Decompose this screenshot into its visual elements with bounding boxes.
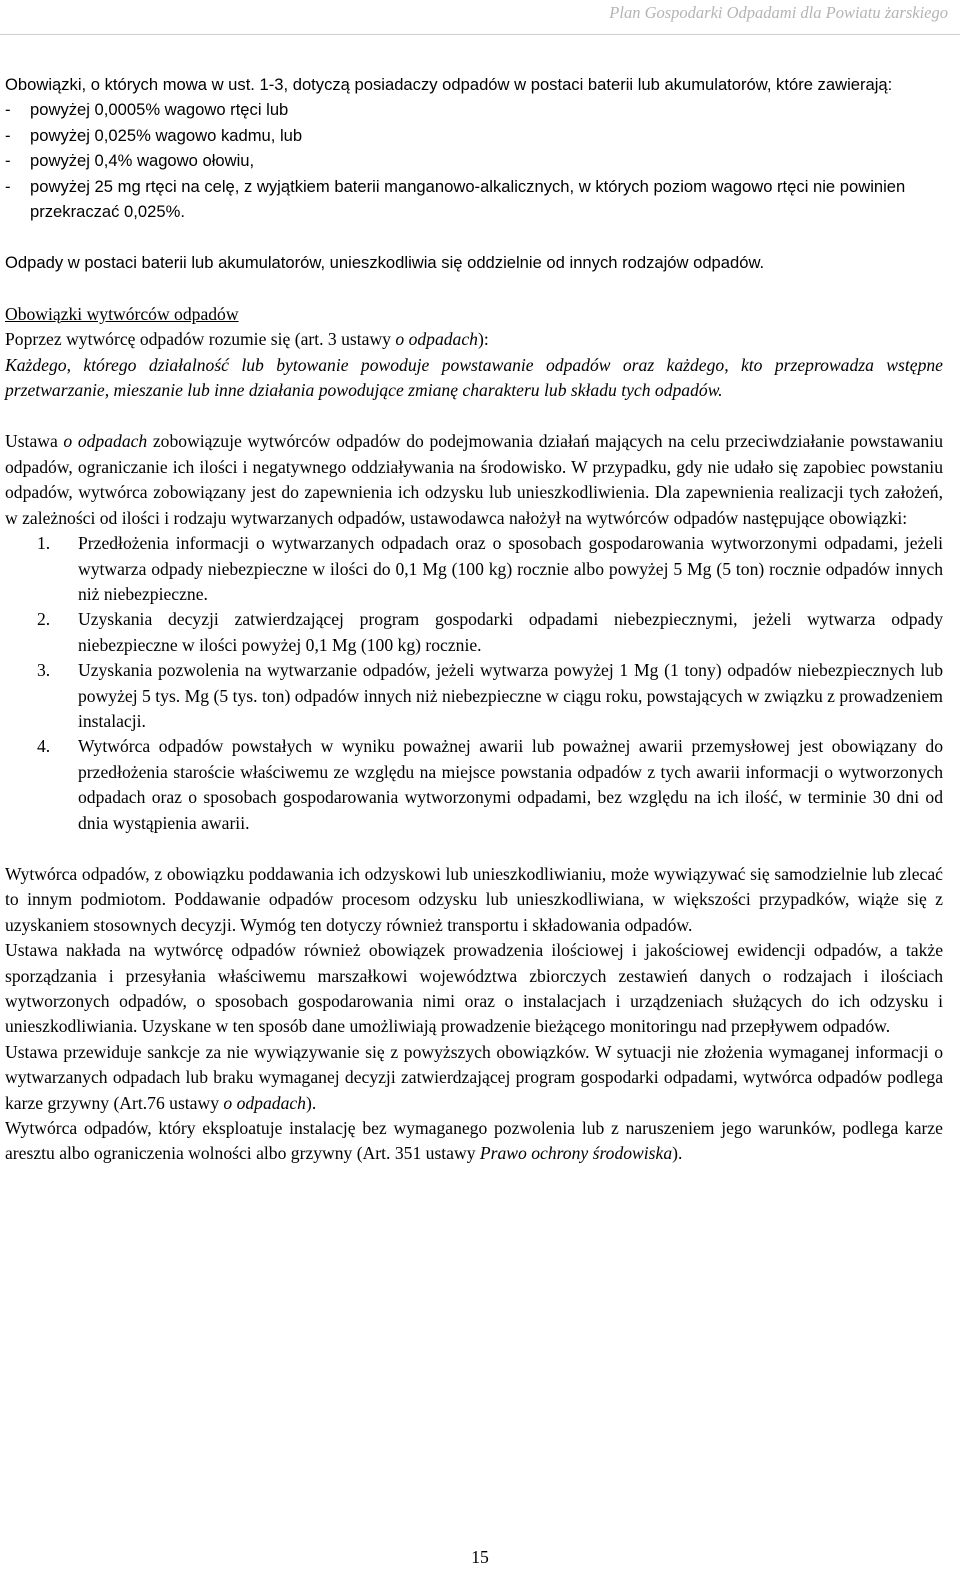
- list-item: - powyżej 0,0005% wagowo rtęci lub: [5, 100, 289, 120]
- batteries-intro: Obowiązki, o których mowa w ust. 1-3, dotyczą posiadaczy odpadów w postaci baterii lub akumulatorów, które zawierają:: [5, 75, 893, 94]
- list-item: 3. Uzyskania pozwolenia na wytwarzanie odpadów, jeżeli wytwarza powyżej 1 Mg (1 tony) odpadów niebezpiecznych lub powyżej 5 tys. Mg (5 tys. ton) odpadów innych niż niebezpieczne w ciągu roku, powstających w związku z prowadzeniem instalacji.: [37, 660, 943, 731]
- list-item: 4. Wytwórca odpadów powstałych w wyniku poważnej awarii lub poważnej awarii przemysłowej jest obowiązany do przedłożenia staroście właściwemu ze względu na miejsce powstania odpadów z tych awarii informacji o wytworzonych odpadach oraz o sposobach gospodarowania wytworzonymi odpadami, bez względu na ich ilość, w terminie 30 dni od dnia wystąpienia awarii.: [37, 736, 943, 833]
- batteries-separate-paragraph: Odpady w postaci baterii lub akumulatorów, unieszkodliwia się oddzielnie od innych rodzajów odpadów.: [5, 253, 765, 273]
- records-paragraph: Ustawa nakłada na wytwórcę odpadów również obowiązek prowadzenia ilościowej i jakościowej ewidencji odpadów, a także sporządzania i przesyłania właściwemu marszałkowi województwa zbiorczych zestawień danych o rodzajach i ilościach wytworzonych odpadów, o sposobach gospodarowania nimi oraz o instalacjach i urządzeniach służących do ich odzysku i unieszkodliwiania. Uzyskane w ten sposób dane umożliwiają prowadzenie bieżącego monitoringu nad przepływem odpadów.: [5, 940, 943, 1037]
- list-item: - powyżej 25 mg rtęci na celę, z wyjątkiem baterii manganowo-alkalicznych, w których poziom wagowo rtęci nie powinien przekraczać 0,025%.: [5, 176, 906, 222]
- list-item: 1. Przedłożenia informacji o wytwarzanych odpadach oraz o sposobach gospodarowania wytworzonymi odpadami, jeżeli wytwarza odpady niebezpieczne w ilości do 0,1 Mg (100 kg) rocznie albo powyżej 5 Mg (5 ton) rocznie odpadów innych niż niebezpieczne.: [37, 533, 943, 604]
- page-number: 15: [471, 1547, 489, 1567]
- producer-definition-lead: Poprzez wytwórcę odpadów rozumie się (art. 3 ustawy o odpadach):: [5, 329, 489, 350]
- installation-paragraph: Wytwórca odpadów, który eksploatuje instalację bez wymaganego pozwolenia lub z naruszeniem jego warunków, podlega karze aresztu albo ograniczenia wolności albo grzywny (Art. 351 ustawy Prawo ochrony środowiska).: [5, 1118, 943, 1164]
- obligations-intro: Ustawa o odpadach zobowiązuje wytwórców odpadów do podejmowania działań mających na celu przeciwdziałanie powstawaniu odpadów, ograniczanie ich ilości i negatywnego oddziaływania na środowisko. W przypadku, gdy nie udało się zapobiec powstaniu odpadów, wytwórca zobowiązany jest do zapewnienia ich odzysku lub unieszkodliwienia. Dla zapewnienia realizacji tych założeń, w zależności od ilości i rodzaju wytwarzanych odpadów, ustawodawca nałożył na wytwórców odpadów następujące obowiązki:: [5, 431, 943, 528]
- batteries-list: [5, 97, 943, 224]
- obligations-list: [5, 531, 943, 836]
- section-heading: Obowiązki wytwórców odpadów: [5, 303, 239, 324]
- running-header: Plan Gospodarki Odpadami dla Powiatu żarskiego: [609, 3, 948, 22]
- list-item: - powyżej 0,025% wagowo kadmu, lub: [5, 125, 303, 145]
- document-body: [5, 72, 943, 1167]
- sanctions-paragraph: Ustawa przewiduje sankcje za nie wywiązywanie się z powyższych obowiązków. W sytuacji nie złożenia wymaganej informacji o wytwarzanych odpadach lub braku wymaganej decyzji zatwierdzającej program gospodarki odpadami, wytwórca odpadów podlega karze grzywny (Art.76 ustawy o odpadach).: [5, 1041, 943, 1113]
- header-rule: [0, 34, 960, 35]
- list-item: 2. Uzyskania decyzji zatwierdzającej program gospodarki odpadami niebezpiecznymi, jeżeli wytwarza odpady niebezpieczne w ilości powyżej 0,1 Mg (100 kg) rocznie.: [37, 609, 943, 655]
- recovery-paragraph: Wytwórca odpadów, z obowiązku poddawania ich odzyskowi lub unieszkodliwianiu, może wywiązywać się samodzielnie lub zlecać to innym podmiotom. Poddawanie odpadów procesom odzysku lub unieszkodliwiana, w większości przypadków, wiąże się z uzyskaniem stosownych decyzji. Wymóg ten dotyczy również transportu i składowania odpadów.: [5, 863, 943, 935]
- list-item: - powyżej 0,4% wagowo ołowiu,: [5, 151, 255, 171]
- producer-definition: Każdego, którego działalność lub bytowanie powoduje powstawanie odpadów oraz każdego, kto przeprowadza wstępne przetwarzanie, mieszanie lub inne działania powodujące zmianę charakteru lub składu tych odpadów.: [5, 354, 943, 401]
